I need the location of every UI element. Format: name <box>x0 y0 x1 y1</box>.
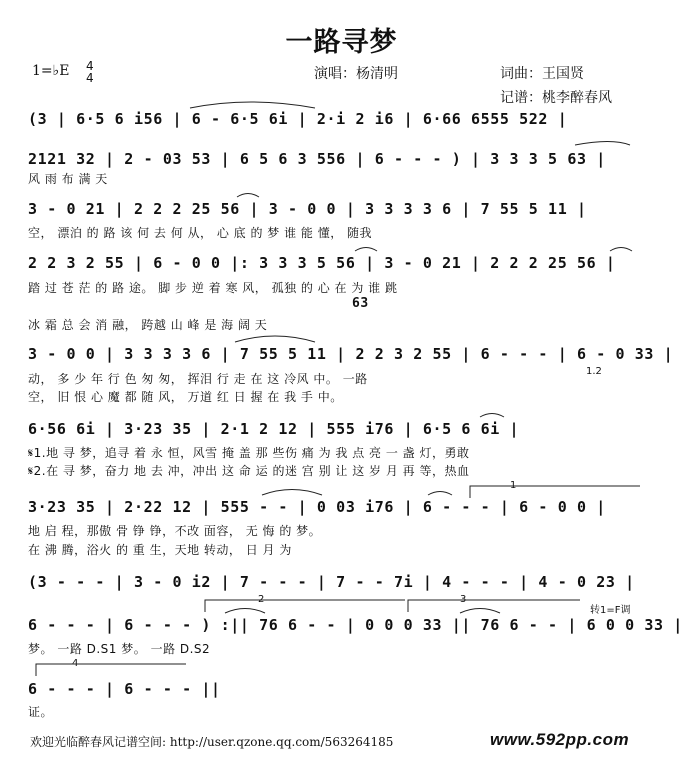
notation-row-7: 6·56 6i | 3·23 35 | 2·1 2 12 | 555 i76 | 6·5 6 6i | <box>28 420 520 438</box>
slur-mark <box>610 248 632 252</box>
notation-row-8: 3·23 35 | 2·22 12 | 555 - - | 0 03 i76 | 6 - - - | 6 - 0 0 | <box>28 498 606 516</box>
notation-row-9: (3 - - - | 3 - 0 i2 | 7 - - - | 7 - - 7i | 4 - - - | 4 - 0 23 | <box>28 573 635 591</box>
notation-row-3: 3 - 0 21 | 2 2 2 25 56 | 3 - 0 0 | 3 3 3 3 6 | 7 55 5 11 | <box>28 200 587 218</box>
lyric-row-8b: 在 沸 腾，浴火 的 重 生，天地 转动， 日 月 为 <box>28 543 292 557</box>
transcriber: 记谱：桃李醉春风 <box>500 90 612 106</box>
modulation-note: 转1=F调 <box>590 605 631 616</box>
site-watermark: www.592pp.com <box>490 730 630 749</box>
slur-mark <box>428 492 452 496</box>
notation-row-11: 6 - - - | 6 - - - || <box>28 680 221 698</box>
lyric-row-2: 风 雨 布 满 天 <box>28 172 108 186</box>
slur-mark <box>190 102 315 108</box>
repeat-mark: 1.2 <box>586 366 602 377</box>
lyric-row-6a: 动， 多 少 年 行 色 匆 匆， 挥泪 行 走 在 这 冷风 中。 一路 <box>28 372 368 386</box>
slur-mark <box>480 414 504 418</box>
notation-row-4: 2 2 3 2 55 | 6 - 0 0 |: 3 3 3 5 56 | 3 - 0 21 | 2 2 2 25 56 | <box>28 254 616 272</box>
slur-mark <box>237 194 259 198</box>
notation-row-1: (3 | 6·5 6 i56 | 6 - 6·5 6i | 2·i 2 i6 | 6·66 6555 522 | <box>28 110 568 128</box>
notation-row-6: 3 - 0 0 | 3 3 3 3 6 | 7 55 5 11 | 2 2 3 2 55 | 6 - - - | 6 - 0 33 | <box>28 345 674 363</box>
slur-mark <box>225 609 265 614</box>
ending-4-label: 4 <box>72 658 79 669</box>
lyricist-composer: 词曲：王国贤 <box>500 66 584 82</box>
lyric-row-11: 证。 <box>28 705 54 719</box>
lyric-row-5: 冰 霜 总 会 消 融， 跨越 山 峰 是 海 阔 天 <box>28 318 268 332</box>
footer-text: 欢迎光临醉春风记谱空间: http://user.qzone.qq.com/563264185 <box>30 735 394 749</box>
time-signature-top: 4 <box>86 59 94 73</box>
time-signature-bottom: 4 <box>86 71 94 85</box>
ending-3-label: 3 <box>460 594 467 605</box>
ending-bracket <box>36 664 186 676</box>
ending-1-label: 1 <box>510 480 517 491</box>
lyric-row-4: 踏 过 苍 茫 的 路 途。 脚 步 逆 着 寒 风， 孤独 的 心 在 为 谁 跳 <box>28 281 398 295</box>
slur-mark <box>575 142 630 146</box>
slur-mark <box>460 609 500 614</box>
key-signature: 1=♭E <box>32 63 70 79</box>
lyric-row-7b: 𝄋2.在 寻 梦，奋力 地 去 冲，冲出 这 命 运 的迷 宫 别 让 这 岁 月 再 等，热血 <box>28 464 470 478</box>
slur-mark <box>355 248 377 252</box>
song-title: 一路寻梦 <box>285 27 398 58</box>
lyric-row-3: 空， 漂泊 的 路 该 何 去 何 从， 心 底 的 梦 谁 能 懂， 随我 <box>28 226 373 240</box>
notation-row-10: 6 - - - | 6 - - - ) :|| 76 6 - - | 0 0 0 33 || 76 6 - - | 6 0 0 33 | <box>28 616 683 634</box>
lyric-row-10: 梦。 一路 D.S1 梦。 一路 D.S2 <box>28 642 211 656</box>
ending-2-label: 2 <box>258 594 265 605</box>
notation-row-2: 2121 32 | 2 - 03 53 | 6 5 6 3 556 | 6 - - - ) | 3 3 3 5 63 | <box>28 150 606 168</box>
ending-bracket <box>205 600 405 612</box>
slur-mark <box>262 490 322 496</box>
lyric-row-7a: 𝄋1.地 寻 梦，追寻 着 永 恒，风雪 掩 盖 那 些伤 痛 为 我 点 亮 一 盏 灯，勇敢 <box>28 446 470 460</box>
performer: 演唱：杨清明 <box>314 66 398 82</box>
lyric-row-6b: 空， 旧 恨 心 魔 都 随 风， 万道 红 日 握 在 我 手 中。 <box>28 390 343 404</box>
slur-mark <box>235 336 315 342</box>
alt-note: 63 <box>352 296 369 311</box>
lyric-row-8a: 地 启 程，那傲 骨 铮 铮，不改 面容， 无 悔 的 梦。 <box>28 524 322 538</box>
ending-bracket <box>470 486 640 498</box>
